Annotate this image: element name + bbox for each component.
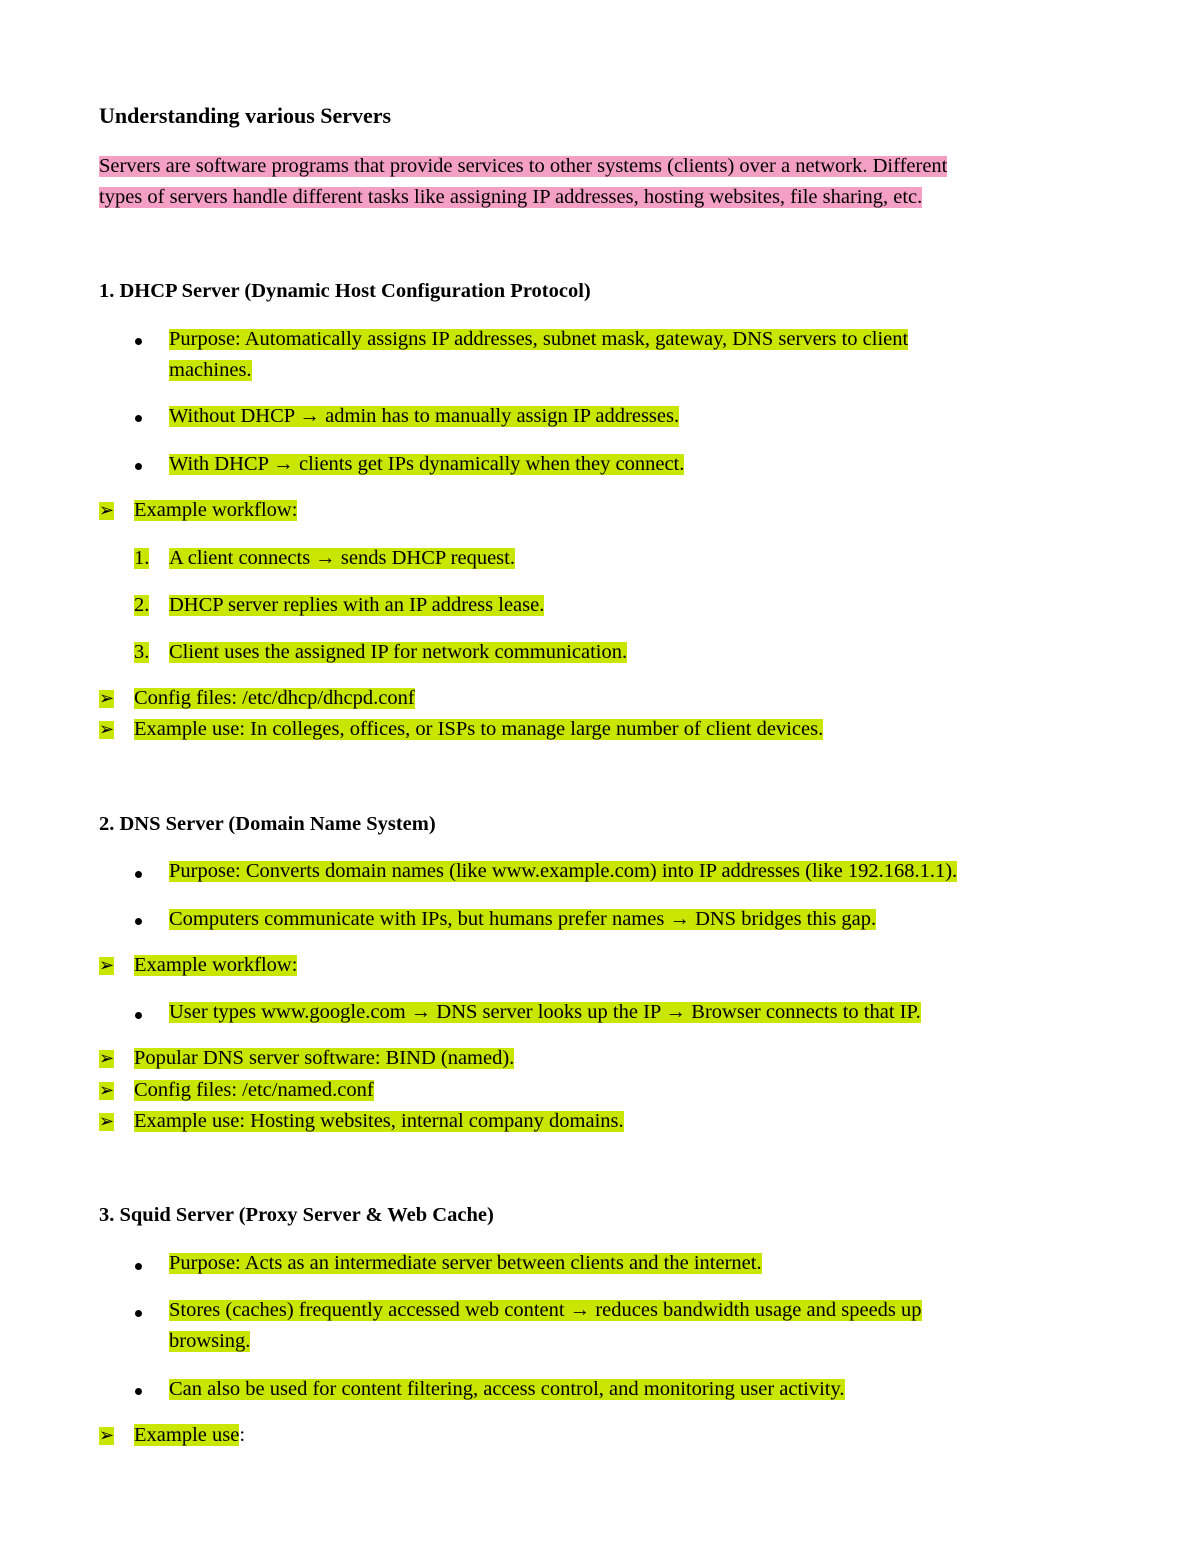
dhcp-step-2: DHCP server replies with an IP address lease. — [169, 594, 545, 616]
bullet-dot-icon — [135, 1012, 142, 1019]
dns-note-config: Config files: /etc/named.conf — [134, 1079, 374, 1101]
bullet-dot-icon — [135, 338, 142, 345]
dns-workflow-label: Example workflow: — [134, 954, 298, 976]
intro-line-2: types of servers handle different tasks like assigning IP addresses, hosting websites, file sharing, etc. — [99, 186, 923, 208]
bullet-dot-icon — [135, 1310, 142, 1317]
bullet-dot-icon — [135, 463, 142, 470]
dns-bullet-1: Purpose: Converts domain names (like www.example.com) into IP addresses (like 192.168.1.1). — [169, 860, 958, 882]
intro-line-1: Servers are software programs that provide services to other systems (clients) over a network. Different — [99, 155, 948, 177]
bullet-dot-icon — [135, 415, 142, 422]
right-arrowhead-icon: ➢ — [99, 719, 115, 740]
right-arrowhead-icon: ➢ — [99, 1111, 115, 1132]
squid-example-use — [134, 1425, 245, 1446]
bullet-dot-icon — [135, 1388, 142, 1395]
dhcp-step-2-number: 2. — [134, 594, 150, 616]
dhcp-workflow-label: Example workflow: — [134, 499, 298, 521]
right-arrowhead-icon: ➢ — [99, 688, 115, 709]
dhcp-step-3-number: 3. — [134, 641, 150, 663]
dhcp-note-example: Example use: In colleges, offices, or ISPs to manage large number of client devices. — [134, 718, 824, 740]
dns-note-software: Popular DNS server software: BIND (named). — [134, 1047, 515, 1069]
dhcp-note-config: Config files: /etc/dhcp/dhcpd.conf — [134, 687, 415, 709]
document-title: Understanding various Servers — [99, 103, 392, 128]
right-arrowhead-icon: ➢ — [99, 1048, 115, 1069]
squid-bullet-3: Can also be used for content filtering, access control, and monitoring user activity. — [169, 1378, 845, 1400]
squid-bullet-1: Purpose: Acts as an intermediate server between clients and the internet. — [169, 1252, 762, 1274]
squid-bullet-2-line-1: Stores (caches) frequently accessed web content → reduces bandwidth usage and speeds up — [169, 1299, 922, 1321]
dhcp-step-1-number: 1. — [134, 547, 150, 569]
bullet-dot-icon — [135, 871, 142, 878]
squid-example-label: Example use — [134, 1424, 240, 1446]
right-arrowhead-icon: ➢ — [99, 955, 115, 976]
bullet-dot-icon — [135, 1263, 142, 1270]
dhcp-bullet-1-line-1: Purpose: Automatically assigns IP addresses, subnet mask, gateway, DNS servers to client — [169, 328, 909, 350]
dhcp-bullet-1-line-2: machines. — [169, 359, 252, 381]
bullet-dot-icon — [135, 918, 142, 925]
dhcp-bullet-3: With DHCP → clients get IPs dynamically when they connect. — [169, 453, 685, 475]
right-arrowhead-icon: ➢ — [99, 1080, 115, 1101]
right-arrowhead-icon: ➢ — [99, 500, 115, 521]
dns-note-example: Example use: Hosting websites, internal company domains. — [134, 1110, 624, 1132]
squid-example-colon: : — [239, 1424, 246, 1446]
dhcp-bullet-2: Without DHCP → admin has to manually assign IP addresses. — [169, 405, 680, 427]
dns-bullet-2: Computers communicate with IPs, but humans prefer names → DNS bridges this gap. — [169, 908, 877, 930]
dhcp-step-3: Client uses the assigned IP for network communication. — [169, 641, 628, 663]
dhcp-heading: 1. DHCP Server (Dynamic Host Configuration Protocol) — [99, 280, 591, 302]
squid-bullet-2-line-2: browsing. — [169, 1330, 251, 1352]
dns-workflow-bullet: User types www.google.com → DNS server looks up the IP → Browser connects to that IP. — [169, 1001, 921, 1023]
dns-heading: 2. DNS Server (Domain Name System) — [99, 813, 436, 835]
right-arrowhead-icon: ➢ — [99, 1425, 115, 1446]
dhcp-step-1: A client connects → sends DHCP request. — [169, 547, 515, 569]
squid-heading: 3. Squid Server (Proxy Server & Web Cache) — [99, 1204, 494, 1226]
